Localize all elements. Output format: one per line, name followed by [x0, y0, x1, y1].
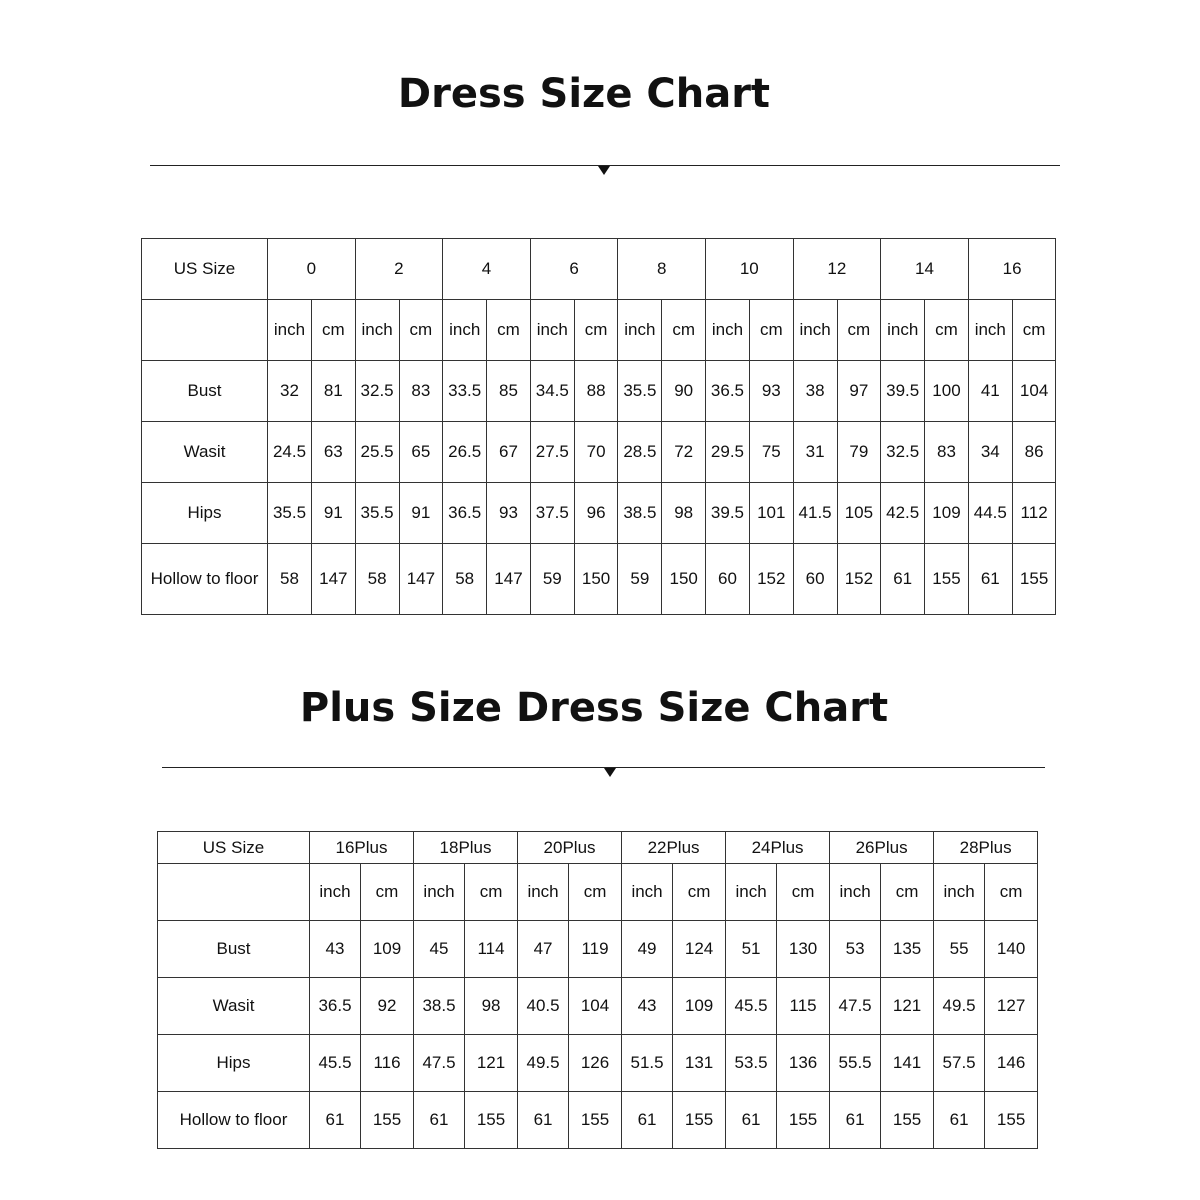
- measurement-value-cell: 152: [837, 544, 881, 615]
- unit-inch-cell: inch: [355, 300, 399, 361]
- size-header-cell: 24Plus: [726, 832, 830, 864]
- unit-cm-cell: cm: [399, 300, 443, 361]
- measurement-value-cell: 36.5: [443, 483, 487, 544]
- measurement-value-cell: 59: [618, 544, 662, 615]
- measurement-value-cell: 96: [574, 483, 618, 544]
- unit-cm-cell: cm: [574, 300, 618, 361]
- unit-inch-cell: inch: [268, 300, 312, 361]
- measurement-value-cell: 67: [487, 422, 531, 483]
- measurement-label-cell: Hollow to floor: [142, 544, 268, 615]
- measurement-value-cell: 115: [777, 978, 830, 1035]
- measurement-value-cell: 121: [881, 978, 934, 1035]
- measurement-value-cell: 93: [487, 483, 531, 544]
- measurement-value-cell: 92: [361, 978, 414, 1035]
- measurement-value-cell: 124: [673, 921, 726, 978]
- measurement-value-cell: 141: [881, 1035, 934, 1092]
- measurement-value-cell: 152: [749, 544, 793, 615]
- table-row: [158, 978, 1038, 1035]
- measurement-value-cell: 83: [925, 422, 969, 483]
- size-header-row: [158, 832, 1038, 864]
- measurement-value-cell: 40.5: [518, 978, 569, 1035]
- size-header-cell: 6: [530, 239, 618, 300]
- measurement-value-cell: 155: [925, 544, 969, 615]
- measurement-value-cell: 91: [399, 483, 443, 544]
- measurement-value-cell: 51: [726, 921, 777, 978]
- measurement-value-cell: 58: [268, 544, 312, 615]
- measurement-label-cell: Hips: [158, 1035, 310, 1092]
- size-header-cell: 2: [355, 239, 443, 300]
- measurement-value-cell: 150: [574, 544, 618, 615]
- size-header-cell: 10: [705, 239, 793, 300]
- measurement-value-cell: 147: [399, 544, 443, 615]
- measurement-value-cell: 36.5: [705, 361, 749, 422]
- table-row: [142, 422, 1056, 483]
- unit-inch-cell: inch: [726, 864, 777, 921]
- measurement-value-cell: 45.5: [726, 978, 777, 1035]
- measurement-value-cell: 98: [662, 483, 706, 544]
- unit-inch-cell: inch: [830, 864, 881, 921]
- unit-cm-cell: cm: [837, 300, 881, 361]
- measurement-label-cell: Hollow to floor: [158, 1092, 310, 1149]
- measurement-value-cell: 39.5: [705, 483, 749, 544]
- unit-inch-cell: inch: [934, 864, 985, 921]
- unit-cm-cell: cm: [673, 864, 726, 921]
- unit-inch-cell: inch: [518, 864, 569, 921]
- unit-cm-cell: cm: [985, 864, 1038, 921]
- table-row: [142, 544, 1056, 615]
- down-triangle-icon: [604, 768, 616, 777]
- measurement-value-cell: 155: [361, 1092, 414, 1149]
- measurement-value-cell: 98: [465, 978, 518, 1035]
- measurement-value-cell: 86: [1012, 422, 1056, 483]
- measurement-value-cell: 61: [881, 544, 925, 615]
- dress-size-chart-title: Dress Size Chart: [397, 71, 771, 117]
- measurement-value-cell: 116: [361, 1035, 414, 1092]
- unit-inch-cell: inch: [881, 300, 925, 361]
- measurement-value-cell: 38.5: [414, 978, 465, 1035]
- unit-cm-cell: cm: [925, 300, 969, 361]
- unit-inch-cell: inch: [530, 300, 574, 361]
- size-header-cell: 16Plus: [310, 832, 414, 864]
- measurement-value-cell: 53: [830, 921, 881, 978]
- size-header-cell: 26Plus: [830, 832, 934, 864]
- measurement-label-cell: Wasit: [142, 422, 268, 483]
- measurement-value-cell: 61: [934, 1092, 985, 1149]
- measurement-value-cell: 24.5: [268, 422, 312, 483]
- measurement-value-cell: 41.5: [793, 483, 837, 544]
- measurement-value-cell: 61: [726, 1092, 777, 1149]
- measurement-label-cell: Bust: [142, 361, 268, 422]
- measurement-value-cell: 155: [465, 1092, 518, 1149]
- measurement-value-cell: 155: [777, 1092, 830, 1149]
- size-header-cell: 12: [793, 239, 881, 300]
- measurement-value-cell: 42.5: [881, 483, 925, 544]
- measurement-value-cell: 61: [518, 1092, 569, 1149]
- dress-size-table: [141, 238, 1056, 615]
- measurement-value-cell: 60: [793, 544, 837, 615]
- measurement-value-cell: 47.5: [830, 978, 881, 1035]
- measurement-value-cell: 27.5: [530, 422, 574, 483]
- measurement-value-cell: 100: [925, 361, 969, 422]
- size-header-cell: 14: [881, 239, 969, 300]
- measurement-value-cell: 49: [622, 921, 673, 978]
- down-triangle-icon: [598, 166, 610, 175]
- measurement-value-cell: 91: [312, 483, 356, 544]
- measurement-value-cell: 79: [837, 422, 881, 483]
- measurement-value-cell: 28.5: [618, 422, 662, 483]
- measurement-value-cell: 105: [837, 483, 881, 544]
- measurement-value-cell: 155: [985, 1092, 1038, 1149]
- measurement-value-cell: 112: [1012, 483, 1056, 544]
- measurement-value-cell: 90: [662, 361, 706, 422]
- measurement-label-cell: Hips: [142, 483, 268, 544]
- empty-label-cell: [142, 300, 268, 361]
- measurement-value-cell: 61: [830, 1092, 881, 1149]
- measurement-value-cell: 83: [399, 361, 443, 422]
- measurement-value-cell: 136: [777, 1035, 830, 1092]
- unit-cm-cell: cm: [361, 864, 414, 921]
- measurement-value-cell: 51.5: [622, 1035, 673, 1092]
- table-row: [158, 1092, 1038, 1149]
- size-header-cell: 18Plus: [414, 832, 518, 864]
- measurement-value-cell: 37.5: [530, 483, 574, 544]
- unit-header-row: [158, 864, 1038, 921]
- measurement-value-cell: 147: [487, 544, 531, 615]
- measurement-value-cell: 135: [881, 921, 934, 978]
- measurement-value-cell: 101: [749, 483, 793, 544]
- unit-inch-cell: inch: [618, 300, 662, 361]
- unit-inch-cell: inch: [622, 864, 673, 921]
- measurement-value-cell: 104: [569, 978, 622, 1035]
- plus-size-chart-title: Plus Size Dress Size Chart: [299, 685, 889, 731]
- size-label-cell: US Size: [158, 832, 310, 864]
- measurement-value-cell: 114: [465, 921, 518, 978]
- measurement-value-cell: 121: [465, 1035, 518, 1092]
- measurement-value-cell: 126: [569, 1035, 622, 1092]
- unit-cm-cell: cm: [662, 300, 706, 361]
- unit-cm-cell: cm: [1012, 300, 1056, 361]
- measurement-value-cell: 146: [985, 1035, 1038, 1092]
- unit-header-row: [142, 300, 1056, 361]
- measurement-label-cell: Bust: [158, 921, 310, 978]
- measurement-value-cell: 45: [414, 921, 465, 978]
- size-label-cell: US Size: [142, 239, 268, 300]
- measurement-value-cell: 147: [312, 544, 356, 615]
- measurement-value-cell: 25.5: [355, 422, 399, 483]
- unit-cm-cell: cm: [465, 864, 518, 921]
- measurement-value-cell: 57.5: [934, 1035, 985, 1092]
- size-header-cell: 4: [443, 239, 531, 300]
- measurement-value-cell: 85: [487, 361, 531, 422]
- measurement-value-cell: 72: [662, 422, 706, 483]
- measurement-value-cell: 155: [1012, 544, 1056, 615]
- measurement-value-cell: 47.5: [414, 1035, 465, 1092]
- measurement-value-cell: 109: [925, 483, 969, 544]
- table-row: [142, 483, 1056, 544]
- measurement-value-cell: 61: [968, 544, 1012, 615]
- measurement-value-cell: 35.5: [268, 483, 312, 544]
- measurement-value-cell: 81: [312, 361, 356, 422]
- measurement-value-cell: 26.5: [443, 422, 487, 483]
- size-header-cell: 8: [618, 239, 706, 300]
- empty-label-cell: [158, 864, 310, 921]
- measurement-value-cell: 61: [414, 1092, 465, 1149]
- size-header-cell: 28Plus: [934, 832, 1038, 864]
- measurement-value-cell: 32.5: [881, 422, 925, 483]
- unit-cm-cell: cm: [569, 864, 622, 921]
- unit-inch-cell: inch: [793, 300, 837, 361]
- measurement-value-cell: 119: [569, 921, 622, 978]
- measurement-value-cell: 155: [673, 1092, 726, 1149]
- measurement-value-cell: 63: [312, 422, 356, 483]
- measurement-value-cell: 39.5: [881, 361, 925, 422]
- measurement-value-cell: 140: [985, 921, 1038, 978]
- measurement-value-cell: 32.5: [355, 361, 399, 422]
- measurement-value-cell: 155: [569, 1092, 622, 1149]
- measurement-value-cell: 70: [574, 422, 618, 483]
- measurement-value-cell: 29.5: [705, 422, 749, 483]
- unit-inch-cell: inch: [310, 864, 361, 921]
- measurement-value-cell: 59: [530, 544, 574, 615]
- measurement-value-cell: 49.5: [934, 978, 985, 1035]
- measurement-value-cell: 47: [518, 921, 569, 978]
- unit-inch-cell: inch: [968, 300, 1012, 361]
- size-header-cell: 0: [268, 239, 356, 300]
- measurement-value-cell: 58: [355, 544, 399, 615]
- measurement-value-cell: 61: [310, 1092, 361, 1149]
- unit-cm-cell: cm: [749, 300, 793, 361]
- measurement-value-cell: 32: [268, 361, 312, 422]
- size-header-row: [142, 239, 1056, 300]
- measurement-value-cell: 65: [399, 422, 443, 483]
- measurement-value-cell: 35.5: [355, 483, 399, 544]
- measurement-value-cell: 60: [705, 544, 749, 615]
- table-row: [158, 1035, 1038, 1092]
- measurement-value-cell: 97: [837, 361, 881, 422]
- table-row: [158, 921, 1038, 978]
- measurement-value-cell: 38.5: [618, 483, 662, 544]
- unit-cm-cell: cm: [312, 300, 356, 361]
- measurement-value-cell: 104: [1012, 361, 1056, 422]
- measurement-value-cell: 36.5: [310, 978, 361, 1035]
- unit-cm-cell: cm: [777, 864, 830, 921]
- measurement-value-cell: 109: [361, 921, 414, 978]
- measurement-value-cell: 44.5: [968, 483, 1012, 544]
- measurement-value-cell: 45.5: [310, 1035, 361, 1092]
- measurement-value-cell: 93: [749, 361, 793, 422]
- table-row: [142, 361, 1056, 422]
- plus-size-table: [157, 831, 1038, 1149]
- measurement-value-cell: 75: [749, 422, 793, 483]
- unit-cm-cell: cm: [487, 300, 531, 361]
- measurement-value-cell: 33.5: [443, 361, 487, 422]
- measurement-value-cell: 41: [968, 361, 1012, 422]
- measurement-label-cell: Wasit: [158, 978, 310, 1035]
- measurement-value-cell: 49.5: [518, 1035, 569, 1092]
- measurement-value-cell: 150: [662, 544, 706, 615]
- measurement-value-cell: 109: [673, 978, 726, 1035]
- measurement-value-cell: 61: [622, 1092, 673, 1149]
- measurement-value-cell: 35.5: [618, 361, 662, 422]
- measurement-value-cell: 155: [881, 1092, 934, 1149]
- measurement-value-cell: 31: [793, 422, 837, 483]
- measurement-value-cell: 131: [673, 1035, 726, 1092]
- measurement-value-cell: 53.5: [726, 1035, 777, 1092]
- measurement-value-cell: 43: [310, 921, 361, 978]
- measurement-value-cell: 55: [934, 921, 985, 978]
- unit-inch-cell: inch: [705, 300, 749, 361]
- measurement-value-cell: 130: [777, 921, 830, 978]
- measurement-value-cell: 34: [968, 422, 1012, 483]
- measurement-value-cell: 34.5: [530, 361, 574, 422]
- size-header-cell: 20Plus: [518, 832, 622, 864]
- measurement-value-cell: 38: [793, 361, 837, 422]
- measurement-value-cell: 43: [622, 978, 673, 1035]
- measurement-value-cell: 55.5: [830, 1035, 881, 1092]
- measurement-value-cell: 127: [985, 978, 1038, 1035]
- unit-inch-cell: inch: [414, 864, 465, 921]
- measurement-value-cell: 58: [443, 544, 487, 615]
- size-header-cell: 16: [968, 239, 1056, 300]
- measurement-value-cell: 88: [574, 361, 618, 422]
- size-header-cell: 22Plus: [622, 832, 726, 864]
- unit-inch-cell: inch: [443, 300, 487, 361]
- unit-cm-cell: cm: [881, 864, 934, 921]
